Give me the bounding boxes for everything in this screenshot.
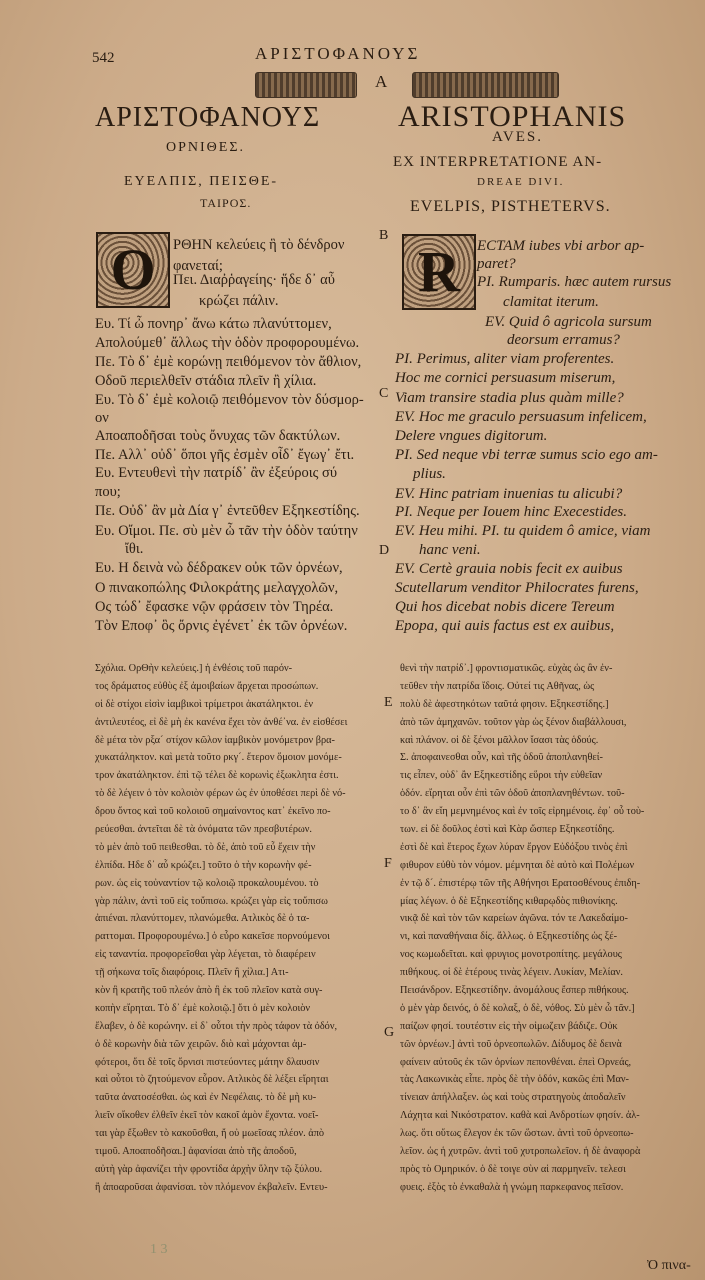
- latin-verse-line: EV. Heu mihi. PI. tu quidem ô amice, viam: [395, 523, 651, 539]
- latin-verse-line: plius.: [413, 466, 446, 482]
- scholia-right-line: φαίνειν αὐτοῦς ἐκ τῶν ὀρνίων πεπονθέναι. ἐπεὶ Ορνεάς,: [400, 1056, 632, 1068]
- greek-dropcap: Ο: [96, 232, 170, 308]
- scholia-left-line: ται γὰρ ἔξωθεν τὸ κακοῦσθαι, ἤ οὐ μωεῖσας πλέον. ἀπὸ: [95, 1128, 325, 1140]
- latin-subtitle: AVES.: [492, 129, 543, 145]
- ornament-right: [412, 72, 559, 98]
- greek-subtitle: ΟΡΝΙΘΕΣ.: [166, 140, 245, 155]
- latin-verse-line: EV. Quid ô agricola sursum: [485, 314, 652, 330]
- scholia-left-line: ὁ δὲ κορωνὴν διὰ τῶν χειρῶν. διὸ καὶ μάχονται ἀμ-: [95, 1038, 307, 1050]
- scholia-left-line: κοπὴν εἴρηται. Τὸ δ᾽ ἐμὲ κολοιῷ.] ὅτι ὁ μὲν κολοιὸν: [95, 1002, 311, 1014]
- scholia-left-line: τιμοῦ. Αποαποδῆσαι.] ἀφανίσαι ἀπὸ τῆς ἀποδοῦ,: [95, 1146, 297, 1158]
- greek-characters-2: ΤΑΙΡΟΣ.: [200, 196, 252, 210]
- scholia-left-line: ἢ ἀποαροῦσαι ἀφανίσαι. τὸν πλόμενον ἐκβαλεῖν. Εντευ-: [95, 1181, 328, 1193]
- page-number: 542: [92, 50, 115, 66]
- greek-verse-line: Απολούμεθ᾽ ἄλλως τὴν ὁδὸν προφορουμένω.: [95, 335, 360, 351]
- greek-verse-column: [95, 230, 380, 640]
- scholia-right-line: ἐστὶ δὲ καὶ ἕτερος ἔχων λύραν ἔργον Εὐδόξου τινὸς ἐπὶ: [400, 841, 628, 853]
- scholia-right-line: τὰς Λακωνικὰς εἶπε. πρὸς δὲ τὴν ὁδόν, κακῶς ἐπὶ Μαν-: [400, 1074, 629, 1086]
- scholia-right-line: Πεισάνδρον. Εξηκεστίδην. ἀνομάλους ἔσπερ πιθήκους.: [400, 985, 629, 997]
- greek-verse-line: Αποαποδῆσαι τοὺς ὄνυχας τῶν δακτύλων.: [95, 428, 341, 444]
- scholia-right-line: τις εἶπεν, οὐδ᾽ ἂν Εξηκεστίδης εὕροι τὴν εὐθεῖαν: [400, 770, 603, 782]
- scholia-right-line: νικᾷ δὲ καὶ τὸν τῶν καρείων ἀγῶνα. τόν τε Λακεδαίμο-: [400, 913, 628, 925]
- latin-verse-line: Viam transire stadia plus quàm mille?: [395, 390, 624, 406]
- greek-verse-line: Πε. Τὸ δ᾽ ἐμὲ κορώνῃ πειθόμενον τὸν ἄθλιον,: [95, 354, 362, 370]
- scholia-left-line: τῇ σήκωνα τοῖς διαφόροις. Πλεῖν ἢ χίλια.] Ατι-: [95, 967, 289, 979]
- scholia-right-line: ἀπὸ τῶν ἀμηχανῶν. τοῦτον γὰρ ὡς ξένον διαβάλλουσι,: [400, 716, 627, 728]
- greek-verse-line: ΡΘΗΝ κελεύεις ἣ τὸ δένδρον: [173, 237, 345, 253]
- scholia-right-line: Σ. ἀποφαινεσθαι οὖν, καὶ τῆς ὁδοῦ ἀποπλανηθεί-: [400, 752, 603, 764]
- margin-letter-f: F: [384, 856, 392, 871]
- scholia-right-line: ὁ μὲν γὰρ δεινός, ὁ δὲ κολαξ, ὁ δὲ, νόθος. Σὺ μὲν ὦ τᾶν.]: [400, 1002, 635, 1014]
- latin-verse-line: EV. Hoc me graculo persuasum infelicem,: [395, 409, 647, 425]
- scholia-right-line: πρὸς τὸ Ομηρικόν. ὁ δὲ τοιγε σὺν αἱ παρμηνεῖν. τελεσι: [400, 1163, 626, 1175]
- latin-verse-line: deorsum erramus?: [507, 332, 620, 348]
- library-stamp: 1 3: [150, 1242, 168, 1257]
- scholia-left-line: δὲ μέτα τὸν ρξα´ στίχον κῶλον ἰαμβικὸν μονόμετρον βρα-: [95, 734, 335, 746]
- scholia-left-line: ἔλαβεν, ὁ δὲ κορώνην. εἰ δ᾽ οὗτοι τὴν πρὸς τάφον τὰ ὀδόν,: [95, 1020, 338, 1032]
- latin-verse-line: Epopa, qui auis factus est ex auibus,: [395, 618, 615, 634]
- scholia-right-line: φιθυρον εὐθὺ τὸν νόμον. μέμνηται δὲ αὐτὸ καὶ Πολέμων: [400, 859, 635, 871]
- greek-verse-line: Ευ. Οἴμοι. Πε. σὺ μὲν ὦ τᾶν τὴν ὁδὸν ταύτην: [95, 523, 358, 539]
- latin-verse-line: clamitat iterum.: [503, 294, 599, 310]
- scholia-left-line: λιεῖν οἴκοθεν ἐλθεῖν ἐκεῖ τὸν κακοῖ ἀμὸν ἔχοντα. νοεῖ-: [95, 1110, 319, 1122]
- latin-verse-line: PI. Neque per Iouem hinc Execestides.: [395, 504, 627, 520]
- latin-verse-line: hanc veni.: [419, 542, 481, 558]
- latin-verse-line: EV. Certè grauia nobis fecit ex auibus: [395, 561, 623, 577]
- scholia-left-line: φότεροι, ὅτι δὲ τοῖς ὄρνισι πιστεύοντες μάτην δλαυσιν: [95, 1056, 320, 1068]
- scholia-left-line: ταῦτα ἀνατοσέσθαι. ὡς καὶ ἐν Νεφέλαις. τὸ δὲ μὴ κυ-: [95, 1092, 317, 1104]
- scholia-right-line: θενὶ τὴν πατρίδ᾽.] φροντισματικῶς. εὐχὰς ὡς ἂν ἐν-: [400, 663, 613, 674]
- latin-verse-line: PI. Sed neque vbi terræ sumus scio ego am-: [395, 447, 658, 463]
- latin-verse-line: PI. Perimus, aliter viam proferentes.: [395, 351, 615, 367]
- greek-verse-line: που;: [95, 484, 121, 500]
- latin-heading-1: EX INTERPRETATIONE AN-: [393, 154, 603, 170]
- scholia-left-line: κὸν ἢ κρατῆς τοῦ πλεόν ἀπὸ ἢ ἐκ τοῦ πλεῖον κατὰ συγ-: [95, 985, 323, 997]
- margin-letter-g: G: [384, 1025, 395, 1040]
- latin-verse-line: Delere vngues digitorum.: [395, 428, 548, 444]
- scholia-left-line: τρον ἀκατάληκτον. ἐπὶ τῷ τέλει δὲ κορωνὶς ἐξωκλητα ἐστι.: [95, 770, 339, 782]
- scholia-left-line: τος δράματος εὐθὺς ἐξ ἀμοιβαίων ἄρχεται προσώπων.: [95, 680, 319, 692]
- scholia-left-line: αὐτὴ γὰρ ἀφανίζει τὴν φροντίδα ἀρχὴν ὕλην τῷ ξύλου.: [95, 1163, 323, 1175]
- latin-verse-line: ECTAM iubes vbi arbor ap-: [477, 238, 645, 254]
- latin-title: ARISTOPHANIS: [398, 100, 627, 133]
- ornament-left: [255, 72, 357, 98]
- scholia-left-line: χυκατάληκτον. καὶ μετὰ τοῦτο ρκγ´. ἕτερον ὅμοιον μονόμε-: [95, 752, 342, 764]
- greek-verse-line: Ευ. Τί ὦ πονηρ᾽ ἄνω κάτω πλανύττομεν,: [95, 316, 332, 332]
- scholia-right-line: ὁδόν. εἴρηται οὖν ἐπὶ τῶν ὁδοῦ ἀποπλανηθέντων. τοῦ-: [400, 788, 625, 800]
- scholia-left-line: ραττομαι. Προφορουμένω.] ὁ εὗρο κακεῖσε πορνούμενοι: [95, 931, 330, 943]
- scholia-right-line: τίνειαν ἀπήλλαξεν. ὡς καὶ τοὺς στρατηγοὺς ἀποδαλεῖν: [400, 1092, 626, 1104]
- greek-verse-line: Ο πινακοπώλης Φιλοκράτης μελαγχολῶν,: [95, 580, 339, 596]
- scholia-left-line: ἀπιέναι. πλανύττομεν, πλανώμεθα. Ατλικὸς δὲ ὁ τα-: [95, 913, 310, 925]
- scholia-left-line: οἱ δὲ στίχοι εἰσὶν ἰαμβικοὶ τρίμετροι ἀκατάληκτοι. ἐν: [95, 698, 314, 710]
- greek-verse-line: Ευ. Τὸ δ᾽ ἐμὲ κολοιῷ πειθόμενον τὸν δύσμορ-: [95, 392, 364, 408]
- scholia-right-line: νι, καὶ παναθήναια δίς. ἄλλως. ὁ Εξηκεστίδης ὡς ξέ-: [400, 931, 618, 943]
- signature-mark: A: [375, 72, 388, 91]
- latin-characters: EVELPIS, PISTHETERVS.: [410, 198, 611, 215]
- latin-verse-column: [395, 230, 685, 640]
- scholia-right-column: [400, 660, 690, 1197]
- scholia-left-line: ρων. ὡς εἰς τοὐναντίον τῷ κολοιῷ προκαλουμένου. τὸ: [95, 877, 319, 889]
- scholia-right-line: ἐν τῷ δ´. ἐπιστέρῳ τῶν τῆς Αθήνησι Ερατοσθένους ἐπιδη-: [400, 877, 641, 889]
- greek-verse-line: Πε. Οὐδ᾽ ἂν μὰ Δία γ᾽ ἐντεῦθεν Εξηκεστίδης.: [95, 503, 360, 519]
- running-title: ΑΡΙΣΤΟΦΑΝΟΥΣ: [255, 44, 421, 63]
- scholia-right-line: λως. ὅτι οὕτως ἔλεγον ἐκ τῶν ὥστων. ἀντὶ τοῦ ὀρνεοπω-: [400, 1128, 634, 1140]
- greek-verse-line: ον: [95, 410, 109, 426]
- scholia-right-line: καὶ πλάνον. οἱ δὲ ξένοι μᾶλλον ἴσασι τὰς ὁδούς.: [400, 734, 599, 746]
- scholia-right-line: των. εἰ δὲ δοῦλος ἐστὶ καὶ Κὰρ ὥσπερ Εξηκεστίδης.: [400, 824, 615, 836]
- scholia-left-column: [95, 660, 380, 1197]
- latin-dropcap: R: [402, 234, 476, 310]
- scholia-left-line: εἰς ταναντία. προφορεῖσθαι γὰρ λέγεται, τὸ διαφέρειν: [95, 949, 316, 961]
- scholia-right-line: λεῖον. ὡς ἡ χυτρῶν. ἀντὶ τοῦ χυτροπωλεῖον. ἡ δὲ ἀναφορὰ: [400, 1146, 641, 1158]
- greek-verse-line: Ευ. Η δεινὰ νὼ δέδρακεν οὐκ τῶν ὀρνέων,: [95, 560, 343, 576]
- greek-verse-line: Ος τώδ᾽ ἔφασκε νῷν φράσειν τὸν Τηρέα.: [95, 599, 334, 615]
- greek-verse-line: Οδοῦ περιελθεῖν στάδια πλεῖν ἢ χίλια.: [95, 373, 317, 389]
- greek-verse-line: Πε. Αλλ᾽ οὐδ᾽ ὅποι γῆς ἐσμὲν οἶδ᾽ ἔγωγ᾽ ἔτι.: [95, 447, 355, 463]
- latin-verse-line: EV. Hinc patriam inuenias tu alicubi?: [395, 486, 623, 502]
- greek-verse-line: ἴθι.: [125, 541, 144, 557]
- scholia-right-line: τεῦθεν τὴν πατρίδα ἴδοις. Οὐτεί τις Αθῆνας, ὡς: [400, 680, 595, 692]
- scholia-right-line: φυεις. ἐξὸς τὸ ἐνκαθαλὰ ἡ γνώμη παρκεφανος πεῖσον.: [400, 1181, 624, 1193]
- greek-verse-line: Τὸν Εποφ᾽ ὃς ὄρνις ἐγένετ᾽ ἐκ τῶν ὀρνέων.: [95, 618, 348, 634]
- scholia-left-line: γὰρ πάλιν, ἀντὶ τοῦ εἰς τοὔπισω. κρώζει γὰρ εἰς τοὔπισω: [95, 895, 328, 907]
- greek-title: ΑΡΙΣΤΟΦΑΝΟΥΣ: [95, 102, 321, 133]
- scholia-right-line: νος κωμωδεῖται. καὶ φρυγιος μονοτροπίτης. μεγάλους: [400, 949, 622, 961]
- scholia-left-line: τὸ μὲν ἀπὸ τοῦ πειθεσθαι. τὸ δὲ, ἀπὸ τοῦ εὖ ἔχειν τὴν: [95, 841, 316, 853]
- scholia-left-line: καὶ οὗτοι τὸ ζητούμενον εὗρον. Ατλικὸς δὲ λέξει εἴρηται: [95, 1074, 329, 1086]
- latin-verse-line: Hoc me cornici persuasum miserum,: [395, 370, 616, 386]
- latin-verse-line: paret?: [477, 256, 516, 272]
- greek-verse-line: κρώζει πάλιν.: [199, 293, 279, 309]
- margin-letter-d: D: [379, 543, 390, 558]
- greek-verse-line: Πει. Διαῤῥαγείης· ἥδε δ᾽ αὖ: [173, 272, 335, 288]
- scholia-left-line: ἐλπίδα. Ηδε δ᾽ αὖ κρώζει.] τοῦτο ὁ τὴν κορωνὴν φέ-: [95, 859, 312, 871]
- scholia-right-line: μίας λέγων. ὁ δὲ Εξηκεστίδης κιθαρῳδὸς πιθιονίκης.: [400, 895, 618, 907]
- latin-heading-2: DREAE DIVI.: [477, 176, 565, 188]
- margin-letter-b: B: [379, 228, 389, 243]
- margin-letter-e: E: [384, 695, 393, 710]
- scholia-right-line: πολὺ δὲ ἀφεστηκότων ταῦτά φησιν. Εξηκεστίδης.]: [400, 698, 609, 710]
- greek-verse-line: Ευ. Εντευθενὶ τὴν πατρίδ᾽ ἂν ἐξεύροις σύ: [95, 465, 338, 481]
- latin-verse-line: Scutellarum venditor Philocrates furens,: [395, 580, 639, 596]
- latin-verse-line: PI. Rumparis. hæc autem rursus: [477, 274, 672, 290]
- scholia-left-line: τὸ δὲ λέγειν ὁ τὸν κολοιὸν φέρων ὡς ἐν ὑποθέσει περὶ δὲ νό-: [95, 788, 346, 800]
- greek-characters-1: ΕΥΕΛΠΙΣ, ΠΕΙΣΘΕ-: [124, 174, 279, 189]
- scholia-left-line: ἀντιλευτέος, εἰ δὲ μὴ ἐκ κανένα ἔχει τὸν ἀνθέ᾽να. ἐν εἰσθέσει: [95, 716, 348, 728]
- scholia-right-line: τῶν ὀρνέων.] ἀντὶ τοῦ ὀρνεοπωλῶν. Δίδυμος δὲ δεινὰ: [400, 1038, 622, 1050]
- scholia-right-line: Λάχητα καὶ Νικόστρατον. καθὰ καὶ Ανδροτίων φησίν. ἀλ-: [400, 1110, 640, 1122]
- scholia-left-line: ρεύεσθαι. ἀντεῖται δὲ τὰ ὀνόματα τῶν πρεσβυτέρων.: [95, 824, 312, 836]
- greek-verse-line: φανεταί;: [173, 258, 223, 274]
- scholia-left-line: δρου ὄντος καὶ τοῦ κολοιοῦ σημαίνοντος κατ᾽ ἐκεῖνο πο-: [95, 806, 331, 818]
- scholia-right-line: πιθήκους. οἱ δὲ ἑτέρους τινὰς λέγειν. Λυκίαν, Μελίαν.: [400, 967, 624, 979]
- scholia-left-line: Σχόλια. ΟρΘὴν κελεύεις.] ἡ ἐνθέσις τοῦ παρόν-: [95, 663, 293, 674]
- catchword: Ὀ πινα-: [647, 1258, 691, 1273]
- scholia-right-line: το δ᾽ ἂν εἴη μεμνημένος καὶ ἐν τοῖς εἰρημένοις. ἐφ᾽ οὗ τοὺ-: [400, 806, 645, 818]
- latin-verse-line: Qui hos dicebat nobis dicere Tereum: [395, 599, 615, 615]
- scholia-right-line: παίζων φησί. τουτέστιν εἰς τὴν οἰμωζειν βάδιζε. Οὐκ: [400, 1020, 618, 1032]
- margin-letter-c: C: [379, 386, 389, 401]
